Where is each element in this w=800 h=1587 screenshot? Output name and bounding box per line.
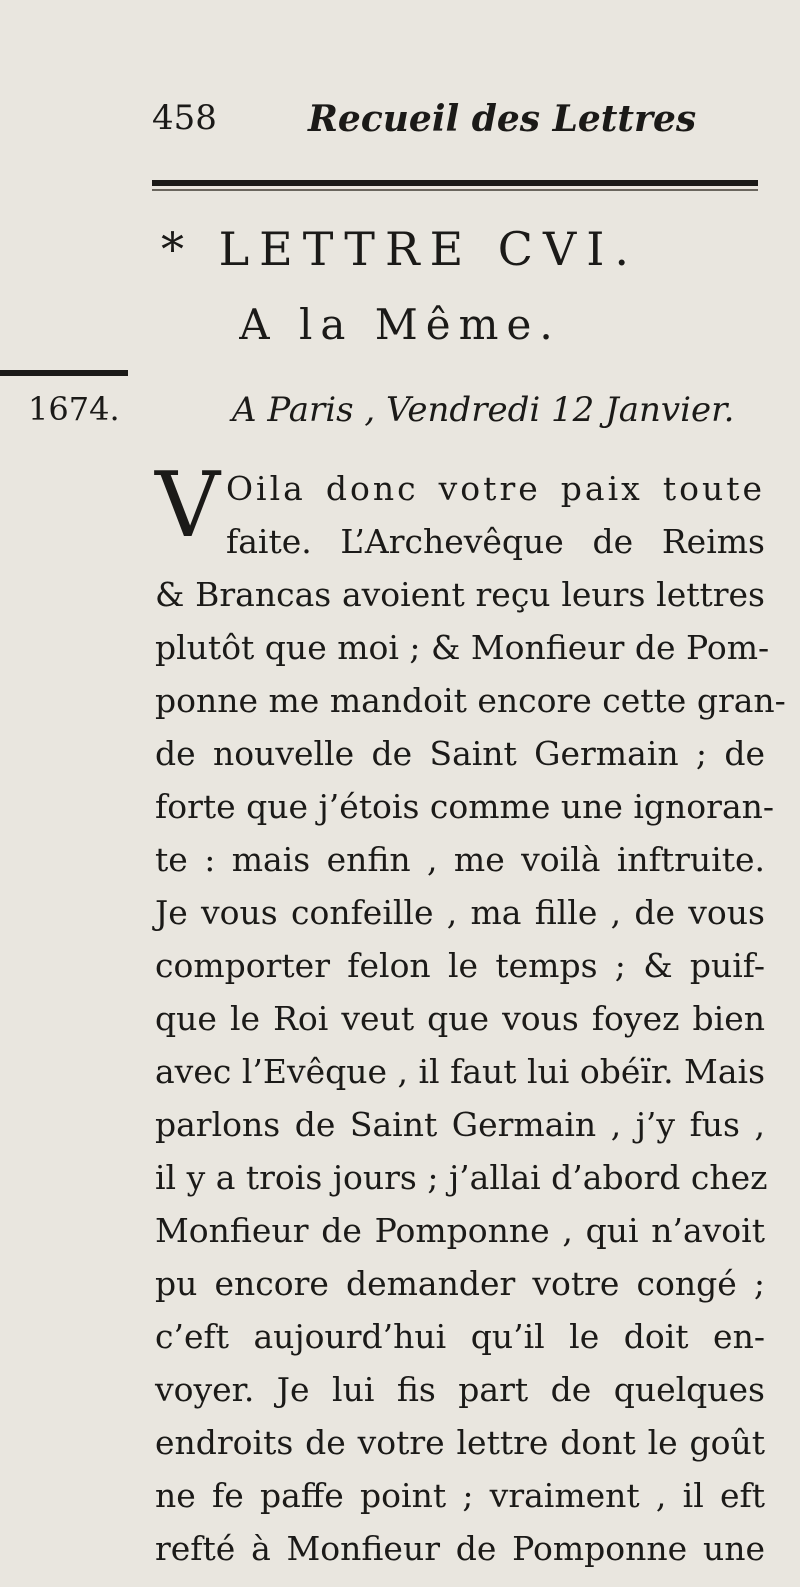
body-line: faite. L’Archevêque de Reims xyxy=(226,522,765,561)
letter-body xyxy=(155,453,786,1575)
page-number: 458 xyxy=(152,98,217,138)
body-line: plutôt que moi ; & Monfieur de Pom- xyxy=(155,628,770,667)
page-header xyxy=(0,98,800,148)
body-line: Je vous confeille , ma fille , de vous xyxy=(155,893,765,932)
body-line: forte que j’étois comme une ignoran- xyxy=(155,787,775,826)
body-line: pu encore demander votre congé ; xyxy=(155,1264,765,1303)
running-title: Recueil des Lettres xyxy=(308,98,697,140)
body-line: refté à Monfieur de Pomponne une xyxy=(155,1529,765,1568)
body-line: parlons de Saint Germain , j’y fus , xyxy=(155,1105,765,1144)
drop-cap: V xyxy=(155,453,220,558)
body-line: avec l’Evêque , il faut lui obéïr. Mais xyxy=(155,1052,766,1091)
body-line: de nouvelle de Saint Germain ; de xyxy=(155,734,765,773)
body-line: comporter felon le temps ; & puif- xyxy=(155,946,765,985)
body-line: Monfieur de Pomponne , qui n’avoit xyxy=(155,1211,765,1250)
body-line: voyer. Je lui fis part de quelques xyxy=(155,1370,765,1409)
body-line: que le Roi veut que vous foyez bien xyxy=(155,999,765,1038)
letter-addressee: A la Même. xyxy=(239,300,561,349)
body-line: te : mais enfin , me voilà inftruite. xyxy=(155,840,765,879)
body-line: Oila donc votre paix toute xyxy=(226,469,765,508)
body-line: il y a trois jours ; j’allai d’abord chez xyxy=(155,1158,768,1197)
header-rule xyxy=(152,180,758,186)
body-line: & Brancas avoient reçu leurs lettres xyxy=(155,575,765,614)
body-line: ponne me mandoit encore cette gran- xyxy=(155,681,786,720)
body-line: ne fe paffe point ; vraiment , il eft xyxy=(155,1476,765,1515)
body-line: endroits de votre lettre dont le goût xyxy=(155,1423,765,1462)
margin-rule xyxy=(0,370,128,376)
letter-title: * LETTRE CVI. xyxy=(160,222,639,276)
header-rule-thin xyxy=(152,189,758,191)
body-line: c’eft aujourd’hui qu’il le doit en- xyxy=(155,1317,765,1356)
body-lines xyxy=(155,568,786,1575)
margin-year: 1674. xyxy=(28,390,120,428)
letter-dateline: A Paris , Vendredi 12 Janvier. xyxy=(232,390,735,430)
